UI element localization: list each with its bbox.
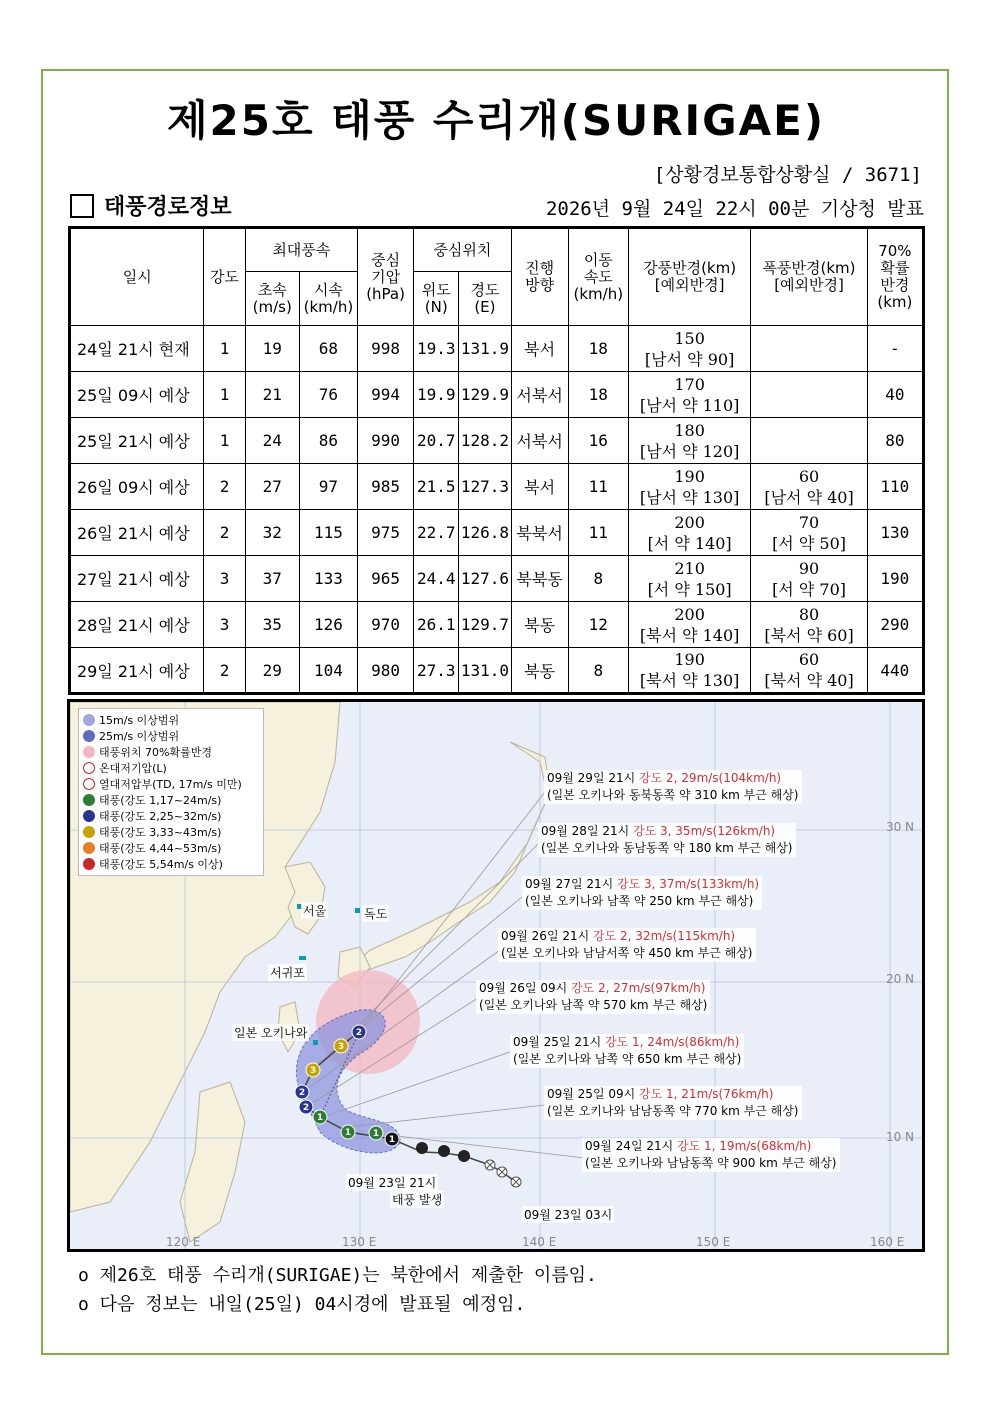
legend-label: 태풍위치 70%확률반경	[99, 746, 212, 759]
cell-spd: 18	[568, 326, 628, 372]
cell-dir: 북서	[511, 464, 568, 510]
svg-text:1: 1	[388, 1135, 396, 1145]
cell-storm-radius	[751, 464, 867, 510]
annotation-intensity: 강도 2, 32m/s(115km/h)	[593, 929, 736, 943]
cell-time: 29일 21시 예상	[70, 648, 204, 694]
cell-strong-radius	[628, 648, 750, 694]
header-lat: 위도 (N)	[414, 272, 459, 326]
cell-lat: 21.5	[414, 464, 459, 510]
annotation-location: (일본 오키나와 남남서쪽 약 450 km 부근 해상)	[501, 946, 753, 960]
cell-lat: 24.4	[414, 556, 459, 602]
svg-text:2: 2	[298, 1088, 306, 1098]
storm-radius-exception: [북서 약 40]	[764, 671, 854, 690]
cell-storm-radius	[751, 648, 867, 694]
storm-radius-value: 90	[798, 558, 820, 578]
strong-radius-value: 180	[674, 420, 705, 440]
cell-spd: 11	[568, 510, 628, 556]
strong-radius-exception: [남서 약 90]	[644, 349, 735, 369]
lat-label: 20 N	[885, 972, 914, 986]
legend-label: 열대저압부(TD, 17m/s 미만)	[99, 778, 242, 791]
cell-dir: 북북서	[511, 510, 568, 556]
table-row	[70, 372, 924, 418]
header-prob-radius: 70% 확률 반경 (km)	[867, 228, 923, 326]
annotation-intensity: 강도 1, 24m/s(86km/h)	[605, 1035, 740, 1049]
forecast-annotation	[582, 1138, 840, 1172]
section-title: 태풍경로정보	[104, 195, 232, 220]
svg-text:3: 3	[337, 1042, 345, 1052]
lat-label: 30 N	[885, 820, 914, 834]
legend-item	[83, 712, 259, 728]
annotation-intensity: 강도 3, 37m/s(133km/h)	[617, 877, 760, 891]
strong-radius-value: 200	[674, 604, 705, 624]
cell-strong-radius	[628, 326, 750, 372]
svg-text:2: 2	[355, 1028, 363, 1038]
legend-symbol-icon	[83, 826, 95, 838]
cell-int: 2	[204, 510, 245, 556]
cell-lat: 20.7	[414, 418, 459, 464]
strong-radius-value: 200	[674, 512, 705, 532]
cell-spd: 16	[568, 418, 628, 464]
strong-radius-exception: [서 약 140]	[647, 533, 732, 553]
annotation-time: 09월 25일 09시	[547, 1087, 640, 1101]
td-marker	[511, 1177, 521, 1187]
cell-spd: 11	[568, 464, 628, 510]
cell-lat: 19.3	[414, 326, 459, 372]
storm-radius-value: 60	[798, 466, 820, 486]
legend-symbol-icon	[83, 842, 95, 854]
legend-label: 태풍(강도 2,25~32m/s)	[99, 810, 222, 823]
cell-ms: 24	[245, 418, 299, 464]
legend-label: 태풍(강도 4,44~53m/s)	[99, 842, 222, 855]
legend-label: 태풍(강도 1,17~24m/s)	[99, 794, 222, 807]
cell-spd: 8	[568, 556, 628, 602]
legend-item	[83, 840, 259, 856]
cell-lon: 127.3	[459, 464, 511, 510]
forecast-annotation	[544, 1086, 802, 1120]
header-speed: 이동 속도 (km/h)	[568, 228, 628, 326]
cell-int: 3	[204, 602, 245, 648]
cell-dir: 서북서	[511, 372, 568, 418]
cell-storm-radius	[751, 326, 867, 372]
header-pressure: 중심 기압 (hPa)	[358, 228, 414, 326]
table-row	[70, 464, 924, 510]
legend-item	[83, 792, 259, 808]
annotation-time: 09월 26일 09시	[479, 981, 572, 995]
cell-hpa: 970	[358, 602, 414, 648]
strong-radius-exception: [북서 약 130]	[639, 671, 740, 690]
header-time: 일시	[70, 228, 204, 326]
cell-storm-radius	[751, 372, 867, 418]
legend-label: 태풍(강도 3,33~43m/s)	[99, 826, 222, 839]
typhoon-marker	[438, 1145, 450, 1157]
legend-symbol-icon	[83, 858, 95, 870]
annotation-time: 09월 25일 21시	[513, 1035, 606, 1049]
annotation-intensity: 강도 1, 21m/s(76km/h)	[639, 1087, 774, 1101]
legend-item	[83, 744, 259, 760]
annotation-location: (일본 오키나와 남쪽 약 250 km 부근 해상)	[525, 894, 754, 908]
td-marker	[497, 1167, 507, 1177]
legend-symbol-icon	[83, 730, 95, 742]
lon-label: 160 E	[870, 1235, 905, 1249]
office-contact: [상황경보통합상황실 / 3671]	[653, 164, 922, 186]
legend-symbol-icon	[83, 714, 95, 726]
cell-strong-radius	[628, 372, 750, 418]
cell-prob: 130	[867, 510, 923, 556]
genesis-label: 09월 23일 21시	[348, 1176, 437, 1190]
cell-strong-radius	[628, 464, 750, 510]
cell-prob: 190	[867, 556, 923, 602]
strong-radius-value: 190	[674, 650, 705, 669]
storm-radius-exception: [서 약 70]	[772, 579, 846, 599]
td-marker	[485, 1160, 495, 1170]
annotation-location: (일본 오키나와 동북동쪽 약 310 km 부근 해상)	[547, 788, 799, 802]
strong-radius-exception: [남서 약 110]	[639, 395, 740, 415]
legend-symbol-icon	[83, 762, 95, 774]
cell-lat: 26.1	[414, 602, 459, 648]
annotation-location: (일본 오키나와 동남동쪽 약 180 km 부근 해상)	[541, 841, 793, 855]
cell-lon: 131.9	[459, 326, 511, 372]
legend-item	[83, 760, 259, 776]
forecast-annotation	[544, 770, 802, 804]
cell-lon: 131.0	[459, 648, 511, 694]
cell-kmh: 68	[299, 326, 357, 372]
annotation-time: 09월 27일 21시	[525, 877, 618, 891]
cell-hpa: 990	[358, 418, 414, 464]
cell-time: 27일 21시 예상	[70, 556, 204, 602]
section-heading	[70, 190, 232, 221]
cell-lon: 128.2	[459, 418, 511, 464]
annotation-time: 09월 29일 21시	[547, 771, 640, 785]
cell-hpa: 965	[358, 556, 414, 602]
header-direction: 진행 방향	[511, 228, 568, 326]
cell-int: 1	[204, 372, 245, 418]
table-row	[70, 648, 924, 694]
strong-radius-value: 190	[674, 466, 705, 486]
table-row	[70, 602, 924, 648]
cell-ms: 35	[245, 602, 299, 648]
cell-ms: 32	[245, 510, 299, 556]
cell-storm-radius	[751, 418, 867, 464]
dokdo-marker	[355, 908, 360, 913]
cell-hpa: 985	[358, 464, 414, 510]
storm-radius-exception: [남서 약 40]	[764, 487, 854, 507]
svg-text:1: 1	[316, 1113, 324, 1123]
annotation-time: 09월 24일 21시	[585, 1139, 678, 1153]
strong-radius-value: 150	[674, 328, 705, 348]
cell-kmh: 76	[299, 372, 357, 418]
cell-ms: 29	[245, 648, 299, 694]
cell-lon: 129.9	[459, 372, 511, 418]
header-storm-radius: 폭풍반경(km) [예외반경]	[751, 228, 867, 326]
annotation-intensity: 강도 1, 19m/s(68km/h)	[677, 1139, 812, 1153]
legend-symbol-icon	[83, 746, 95, 758]
cell-time: 25일 21시 예상	[70, 418, 204, 464]
header-kmh: 시속 (km/h)	[299, 272, 357, 326]
cell-ms: 19	[245, 326, 299, 372]
header-strong-radius: 강풍반경(km) [예외반경]	[628, 228, 750, 326]
cell-lon: 129.7	[459, 602, 511, 648]
legend-item	[83, 824, 259, 840]
storm-radius-exception: [서 약 50]	[772, 533, 846, 553]
table-row	[70, 326, 924, 372]
cell-kmh: 126	[299, 602, 357, 648]
place-okinawa: 일본 오키나와	[234, 1026, 308, 1040]
cell-lon: 127.6	[459, 556, 511, 602]
annotation-intensity: 강도 3, 35m/s(126km/h)	[633, 824, 776, 838]
cell-strong-radius	[628, 602, 750, 648]
cell-ms: 21	[245, 372, 299, 418]
cell-storm-radius	[751, 556, 867, 602]
okinawa-marker	[313, 1040, 318, 1045]
svg-text:2: 2	[302, 1103, 310, 1113]
cell-hpa: 975	[358, 510, 414, 556]
cell-time: 26일 09시 예상	[70, 464, 204, 510]
cell-spd: 8	[568, 648, 628, 694]
cell-int: 1	[204, 418, 245, 464]
strong-radius-value: 170	[674, 374, 705, 394]
annotation-location: (일본 오키나와 남쪽 약 570 km 부근 해상)	[479, 998, 708, 1012]
annotation-time: 09월 26일 21시	[501, 929, 594, 943]
svg-text:3: 3	[309, 1066, 317, 1076]
cell-dir: 북서	[511, 326, 568, 372]
header-ms: 초속 (m/s)	[245, 272, 299, 326]
seogwipo-marker	[299, 956, 306, 960]
page-title: 제25호 태풍 수리개(SURIGAE)	[166, 96, 826, 145]
lon-label: 120 E	[166, 1235, 201, 1249]
cell-strong-radius	[628, 556, 750, 602]
header-maxwind: 최대풍속	[245, 228, 357, 272]
issued-time: 2026년 9월 24일 22시 00분 기상청 발표	[545, 198, 924, 220]
cell-time: 26일 21시 예상	[70, 510, 204, 556]
storm-radius-exception: [북서 약 60]	[764, 625, 854, 645]
annotation-intensity: 강도 2, 27m/s(97km/h)	[571, 981, 706, 995]
forecast-annotation	[498, 928, 756, 962]
cell-spd: 12	[568, 602, 628, 648]
genesis-sub-label: 태풍 발생	[392, 1193, 443, 1207]
legend-symbol-icon	[83, 810, 95, 822]
cell-int: 2	[204, 464, 245, 510]
cell-prob: 440	[867, 648, 923, 694]
cell-lat: 27.3	[414, 648, 459, 694]
cell-time: 25일 09시 예상	[70, 372, 204, 418]
header-lon: 경도 (E)	[459, 272, 511, 326]
lat-label: 10 N	[885, 1130, 914, 1144]
cell-kmh: 133	[299, 556, 357, 602]
legend-item	[83, 808, 259, 824]
cell-lat: 22.7	[414, 510, 459, 556]
table-row	[70, 418, 924, 464]
annotation-time: 09월 28일 21시	[541, 824, 634, 838]
cell-storm-radius	[751, 602, 867, 648]
legend-symbol-icon	[83, 794, 95, 806]
cell-int: 2	[204, 648, 245, 694]
annotation-location: (일본 오키나와 남남동쪽 약 770 km 부근 해상)	[547, 1104, 799, 1118]
start-label: 09월 23일 03시	[524, 1208, 613, 1222]
checkbox-icon	[70, 194, 94, 218]
strong-radius-exception: [남서 약 120]	[639, 441, 740, 461]
forecast-annotation	[476, 980, 710, 1014]
storm-radius-value: 60	[798, 650, 820, 669]
cell-kmh: 104	[299, 648, 357, 694]
cell-prob: -	[867, 326, 923, 372]
cell-lat: 19.9	[414, 372, 459, 418]
annotation-location: (일본 오키나와 남남동쪽 약 900 km 부근 해상)	[585, 1156, 837, 1170]
forecast-annotation	[522, 876, 762, 910]
cell-kmh: 97	[299, 464, 357, 510]
legend-label: 온대저기압(L)	[99, 762, 167, 775]
storm-radius-value: 80	[798, 604, 820, 624]
strong-radius-value: 210	[674, 558, 705, 578]
cell-prob: 80	[867, 418, 923, 464]
typhoon-marker	[416, 1142, 428, 1154]
cell-prob: 290	[867, 602, 923, 648]
cell-int: 3	[204, 556, 245, 602]
cell-storm-radius	[751, 510, 867, 556]
cell-ms: 37	[245, 556, 299, 602]
legend-item	[83, 776, 259, 792]
cell-strong-radius	[628, 418, 750, 464]
note-line: o 제26호 태풍 수리개(SURIGAE)는 북한에서 제출한 이름임.	[78, 1265, 597, 1286]
cell-spd: 18	[568, 372, 628, 418]
legend-label: 25m/s 이상범위	[99, 730, 180, 743]
cell-prob: 110	[867, 464, 923, 510]
cell-dir: 서북서	[511, 418, 568, 464]
legend-label: 15m/s 이상범위	[99, 714, 180, 727]
cell-hpa: 994	[358, 372, 414, 418]
table-row	[70, 510, 924, 556]
typhoon-track-map	[67, 699, 925, 1252]
cell-strong-radius	[628, 510, 750, 556]
cell-hpa: 980	[358, 648, 414, 694]
legend-symbol-icon	[83, 778, 95, 790]
annotation-location: (일본 오키나와 남쪽 약 650 km 부근 해상)	[513, 1052, 742, 1066]
cell-time: 28일 21시 예상	[70, 602, 204, 648]
place-dokdo: 독도	[364, 907, 388, 921]
lon-label: 130 E	[342, 1235, 377, 1249]
cell-kmh: 86	[299, 418, 357, 464]
cell-dir: 북동	[511, 648, 568, 694]
table-row	[70, 556, 924, 602]
place-seogwipo: 서귀포	[270, 966, 305, 980]
storm-radius-value: 70	[798, 512, 820, 532]
header-intensity: 강도	[204, 228, 245, 326]
cell-hpa: 998	[358, 326, 414, 372]
cell-lon: 126.8	[459, 510, 511, 556]
philippines-islands	[180, 1082, 245, 1242]
strong-radius-exception: [서 약 150]	[647, 579, 732, 599]
svg-text:1: 1	[344, 1128, 352, 1138]
map-legend	[78, 708, 264, 876]
svg-text:1: 1	[372, 1129, 380, 1139]
typhoon-marker	[458, 1150, 470, 1162]
cell-prob: 40	[867, 372, 923, 418]
cell-dir: 북동	[511, 602, 568, 648]
legend-item	[83, 728, 259, 744]
annotation-intensity: 강도 2, 29m/s(104km/h)	[639, 771, 782, 785]
cell-dir: 북북동	[511, 556, 568, 602]
header-center: 중심위치	[414, 228, 511, 272]
cell-kmh: 115	[299, 510, 357, 556]
place-seoul: 서울	[303, 904, 327, 918]
forecast-annotation	[510, 1034, 744, 1068]
legend-item	[83, 856, 259, 872]
forecast-annotation	[538, 823, 796, 857]
legend-label: 태풍(강도 5,54m/s 이상)	[99, 858, 223, 871]
cell-int: 1	[204, 326, 245, 372]
lon-label: 140 E	[522, 1235, 557, 1249]
typhoon-track-table	[68, 226, 925, 695]
lon-label: 150 E	[696, 1235, 731, 1249]
strong-radius-exception: [북서 약 140]	[639, 625, 740, 645]
strong-radius-exception: [남서 약 130]	[639, 487, 740, 507]
cell-ms: 27	[245, 464, 299, 510]
cell-time: 24일 21시 현재	[70, 326, 204, 372]
note-line: o 다음 정보는 내일(25일) 04시경에 발표될 예정임.	[78, 1294, 526, 1315]
